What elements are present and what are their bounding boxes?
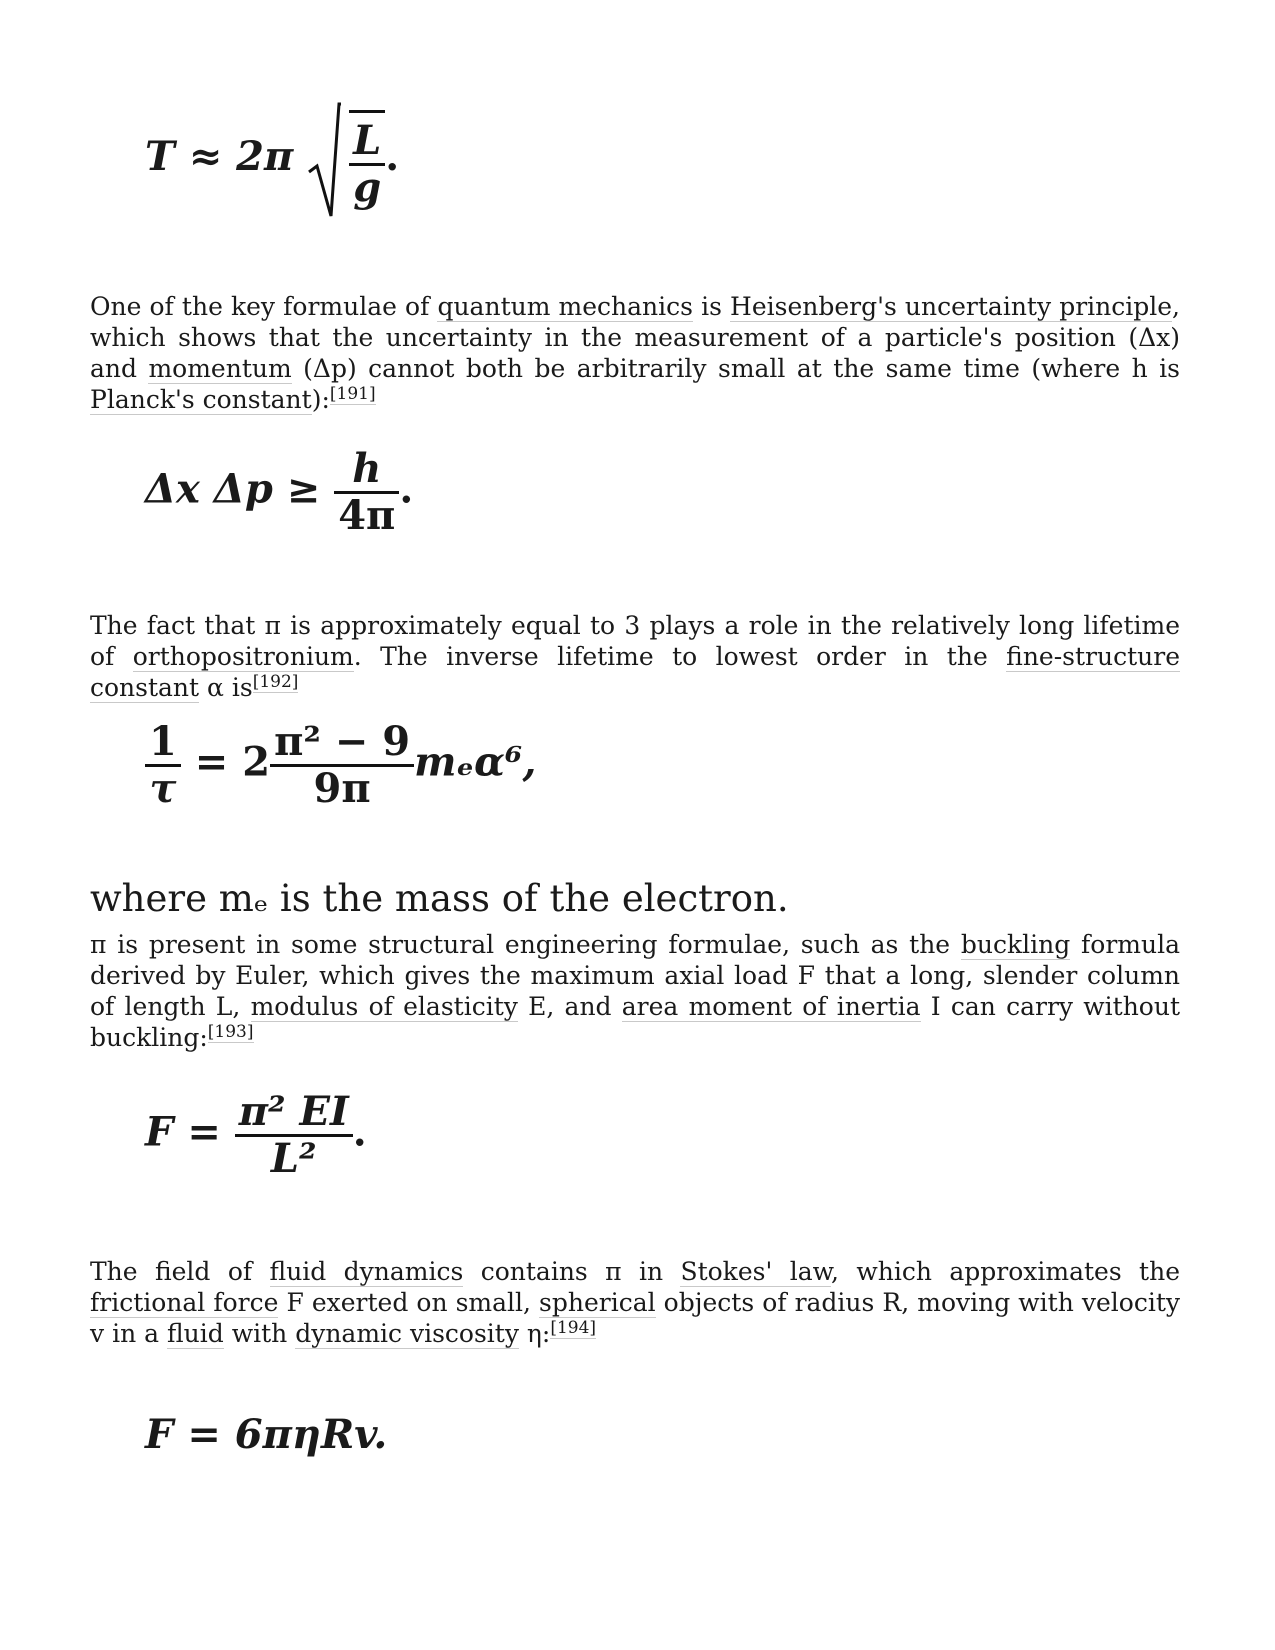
- radical-sign-icon: [307, 100, 341, 220]
- link-fine-structure-constant[interactable]: fine-structure constant: [90, 642, 1180, 702]
- eq3-left-denominator: τ: [149, 765, 177, 812]
- link-plancks-constant[interactable]: Planck's constant: [90, 385, 312, 414]
- eq2-numerator: h: [334, 447, 399, 494]
- citation-191[interactable]: [191]: [329, 383, 376, 404]
- text: The field of: [90, 1257, 270, 1286]
- eq3-right-numerator: π² − 9: [270, 720, 414, 767]
- buckling-equation: [145, 1090, 367, 1181]
- text: . The inverse lifetime to lowest order in the: [353, 642, 1007, 671]
- eq4-denominator: L²: [270, 1135, 317, 1182]
- text: The fact that π is approximately equal to 3 plays a role in the relatively long lifetime of: [90, 611, 1180, 671]
- text: α is: [199, 673, 253, 702]
- text: formula derived by Euler, which gives the maximum axial load F that a long, slender column of length L,: [90, 930, 1180, 1021]
- eq3-right-denominator: 9π: [313, 765, 371, 812]
- link-spherical[interactable]: spherical: [539, 1288, 656, 1317]
- eq1-period: .: [385, 133, 400, 180]
- eq2-lhs: Δx Δp ≥: [145, 465, 321, 513]
- eq1-fraction: [349, 110, 385, 210]
- link-frictional-force[interactable]: frictional force: [90, 1288, 279, 1317]
- paragraph-stokes-law: [90, 1256, 1180, 1349]
- text: is: [692, 292, 731, 321]
- text: One of the key formulae of: [90, 292, 438, 321]
- link-modulus-of-elasticity[interactable]: modulus of elasticity: [250, 992, 518, 1021]
- text: contains π in: [463, 1257, 681, 1286]
- link-stokes-law[interactable]: Stokes' law: [680, 1257, 832, 1286]
- pendulum-period-equation: [145, 100, 399, 220]
- citation-192[interactable]: [192]: [252, 671, 299, 692]
- electron-mass-note: where mₑ is the mass of the electron.: [90, 877, 789, 920]
- text: objects of radius R, moving with velocity v in a: [90, 1288, 1180, 1348]
- eq3-equals: = 2: [194, 738, 271, 786]
- text: ):: [311, 385, 330, 414]
- text: E, and: [517, 992, 622, 1021]
- eq2-period: .: [399, 465, 414, 513]
- eq4-lhs: F =: [145, 1108, 221, 1156]
- paragraph-buckling: [90, 929, 1180, 1053]
- link-dynamic-viscosity[interactable]: dynamic viscosity: [295, 1319, 519, 1348]
- eq2-denominator: 4π: [338, 492, 396, 539]
- text: π is present in some structural engineering formulae, such as the: [90, 930, 961, 959]
- paragraph-uncertainty: [90, 291, 1180, 415]
- text: I can carry without buckling:: [90, 992, 1180, 1052]
- paragraph-orthopositronium: [90, 610, 1180, 703]
- eq3-fraction-right: [270, 720, 414, 811]
- eq4-numerator: π² EI: [235, 1090, 353, 1137]
- eq1-lhs: T ≈ 2π: [145, 133, 294, 180]
- link-orthopositronium[interactable]: orthopositronium: [132, 642, 354, 671]
- eq4-fraction: [235, 1090, 353, 1181]
- link-fluid-dynamics[interactable]: fluid dynamics: [269, 1257, 464, 1286]
- eq2-fraction: [334, 447, 399, 538]
- uncertainty-equation: [145, 447, 413, 538]
- eq3-fraction-left: [145, 720, 181, 811]
- text: F exerted on small,: [278, 1288, 540, 1317]
- eq1-numerator: L: [349, 119, 385, 166]
- stokes-law-equation: F = 6πηRv.: [145, 1411, 388, 1458]
- link-momentum[interactable]: momentum: [148, 354, 292, 383]
- inverse-lifetime-equation: [145, 720, 536, 811]
- text: with: [223, 1319, 296, 1348]
- link-heisenberg-uncertainty-principle[interactable]: Heisenberg's uncertainty principle: [730, 292, 1173, 321]
- text: , which shows that the uncertainty in the measurement of a particle's position (Δx) and: [90, 292, 1180, 383]
- link-buckling[interactable]: buckling: [960, 930, 1071, 959]
- link-fluid[interactable]: fluid: [166, 1319, 224, 1348]
- link-area-moment-of-inertia[interactable]: area moment of inertia: [621, 992, 921, 1021]
- text: , which approximates the: [831, 1257, 1180, 1286]
- text: η:: [518, 1319, 551, 1348]
- text: (Δp) cannot both be arbitrarily small at the same time (where h is: [291, 354, 1180, 383]
- citation-193[interactable]: [193]: [207, 1021, 254, 1042]
- link-quantum-mechanics[interactable]: quantum mechanics: [437, 292, 693, 321]
- citation-194[interactable]: [194]: [550, 1317, 597, 1338]
- eq1-denominator: g: [353, 164, 382, 211]
- eq4-period: .: [352, 1108, 367, 1156]
- eq3-tail: mₑα⁶,: [414, 738, 537, 786]
- eq3-left-numerator: 1: [145, 720, 181, 767]
